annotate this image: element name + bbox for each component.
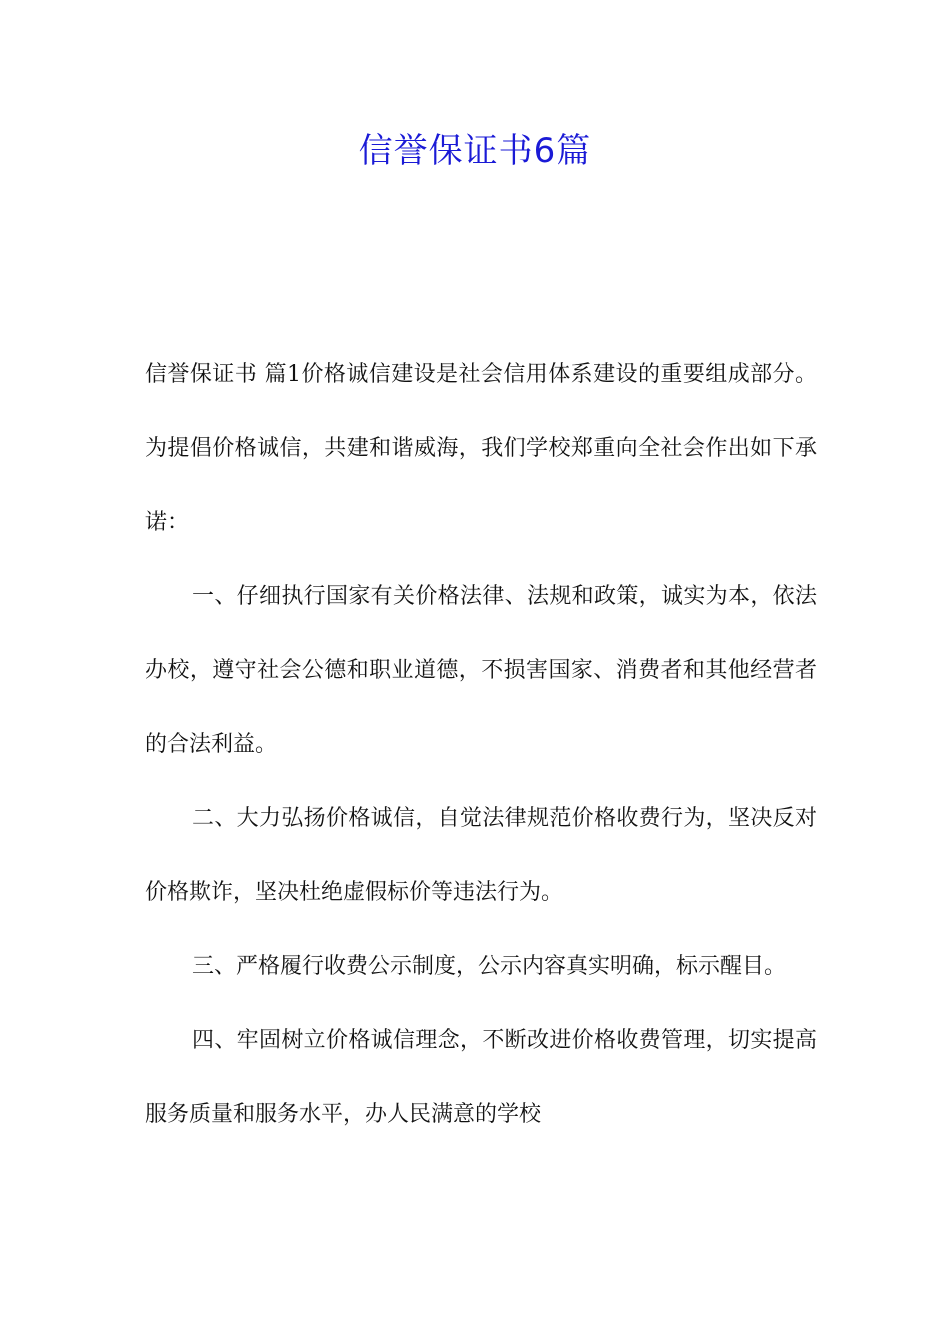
document-title: 信誉保证书6篇 <box>358 131 592 171</box>
paragraph-intro: 信誉保证书 篇1价格诚信建设是社会信用体系建设的重要组成部分。为提倡价格诚信，共建和谐威海，我们学校郑重向全社会作出如下承诺： <box>145 362 817 535</box>
paragraph-item-1: 一、仔细执行国家有关价格法律、法规和政策，诚实为本，依法办校，遵守社会公德和职业道德，不损害国家、消费者和其他经营者的合法利益。 <box>145 584 817 757</box>
paragraph-item-3: 三、严格履行收费公示制度，公示内容真实明确，标示醒目。 <box>192 954 787 979</box>
paragraph-item-4: 四、牢固树立价格诚信理念，不断改进价格收费管理，切实提高服务质量和服务水平，办人民满意的学校 <box>145 1028 817 1127</box>
document-body <box>145 338 817 1152</box>
paragraph-item-2: 二、大力弘扬价格诚信，自觉法律规范价格收费行为，坚决反对价格欺诈，坚决杜绝虚假标价等违法行为。 <box>145 806 817 905</box>
